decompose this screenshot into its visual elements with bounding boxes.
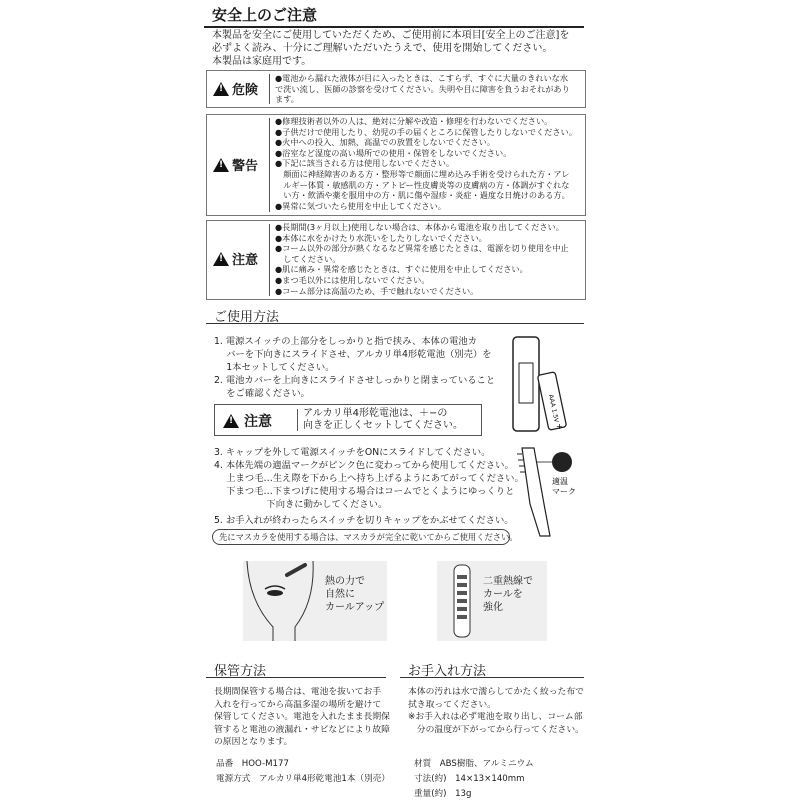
intro-text [212,29,592,68]
temp-mark-label: 適温 [552,477,568,486]
section-divider [206,677,386,678]
step-line: 下向きに動かしてください。 [214,499,388,510]
text-line: 管すると電池の液漏れ・サビなどにより故障 [214,724,390,735]
text-line: 分の温度が下がってから行ってください。 [408,724,584,735]
list-item: ●コーム以外の部分が熱くなるなど異常を感じたときは、電源を切り使用を中止 [275,243,569,254]
danger-label-text: 危険 [232,83,259,98]
list-item: ●子供だけで使用したり、幼児の手の届くところに保管したりしないでください。 [275,126,577,137]
feature-illustration-heater [437,561,547,641]
storage-text [214,686,394,749]
text-line: ※お手入れは必ず電池を取り出し、コーム部 [408,712,583,722]
usage-steps-1 [214,335,504,400]
step-line: 2. 電池カバーを上向きにスライドさせしっかりと閉まっていること [214,375,496,386]
warning-triangle-icon [213,82,229,96]
feature-line: 自然に [325,589,355,600]
feature-line: 強化 [483,602,503,613]
step-line: 上まつ毛…生え際を下から上へ持ち上げるようにあてがってください。 [214,473,524,484]
caution-line: 向きを正しくセットしてください。 [303,420,463,431]
caution-label-text: 注意 [232,253,259,268]
list-item: してください。 [275,253,341,264]
divider [269,224,270,296]
step-line: 5. お手入れが終わったらスイッチを切りキャップをかぶせてください。 [214,515,514,526]
temp-mark-label: マーク [552,487,576,496]
care-text [408,686,588,736]
step-line: 下まつ毛…下まつげに使用する場合はコームでとくようにゆっくりと [214,486,515,497]
text-line: 保管してください。電池を入れたまま長期保 [214,712,390,722]
list-item: ルギー体質・敏感肌の方・アトピー性皮膚炎等の皮膚病の方・体調がすぐれな [275,179,570,190]
warning-box [206,114,586,216]
list-item: ●コーム部分は高温のため、手で触れないでください。 [275,285,479,296]
spec-line: 品番 HOO-M177 [216,759,289,769]
step-line: 4. 本体先端の適温マークがピンク色に変わってから使用してください。 [214,460,514,471]
section-divider [400,677,584,678]
list-item: ●電池から漏れた液体が目に入ったときは、こすらず、すぐに大量のきれいな水 [275,73,569,83]
mascara-note: 先にマスカラを使用する場合は、マスカラが完全に乾いてからご使用ください。 [212,529,510,545]
spec-line: 電源方式 アルカリ単4形乾電池1本（別売） [216,774,390,784]
text-line: 長期間保管する場合は、電池を抜いてお手 [214,687,382,697]
text-line: 入れを行ってから高温多湿の場所を避けて [214,699,382,710]
step-line: 1. 電源スイッチの上部分をしっかりと指で挟み、本体の電池カ [214,336,478,347]
spec-line: 寸法(約) 14×13×140mm [414,774,525,784]
list-item: ●火中への投入、加熱、高温での放置をしないでください。 [275,137,496,148]
step-line: 1本セットしてください。 [214,362,335,373]
divider [269,118,270,212]
comb-tip-illustration [514,444,584,540]
page-title: 安全上のご注意 [212,6,318,24]
care-heading: お手入れ方法 [408,664,487,679]
spec-line: 重量(約) 13g [414,789,472,799]
step-line: 3. キャップを外して電源スイッチをONにスライドしてください。 [214,447,491,458]
battery-caution-box [214,404,482,436]
warning-label-text: 警告 [232,159,259,174]
list-item: ●下記に該当される方は使用しないでください。 [275,158,455,169]
warning-triangle-icon [213,158,229,172]
feature-illustration-face [243,561,387,641]
section-divider [206,323,584,324]
feature-line: 熱の力で [325,576,365,587]
caution-list [275,222,581,296]
specs-right [414,757,534,802]
warning-triangle-icon [213,252,229,266]
heater-coil-icon [447,563,477,639]
list-item: ます。 [275,94,299,105]
feature-line: 二重熱線で [483,576,533,587]
list-item: ●異常に気づいたら使用を中止してください。 [275,200,446,211]
divider [269,74,270,104]
feature-line: カールを [483,589,523,600]
danger-label [213,79,258,98]
text-line: の原因となります。 [214,737,293,747]
list-item: 顔面に神経障害のある方・整形等で顔面に埋め込み手術を受けられた方・アレ [275,168,570,179]
battery-caution-label [223,411,272,431]
warning-list [275,116,581,211]
battery-label: AAA 1.5V [547,393,560,424]
danger-list [275,73,581,105]
divider [297,409,298,431]
caution-line: アルカリ単4形乾電池は、＋−の [303,408,448,419]
usage-heading: ご使用方法 [214,310,280,325]
plus-sign: + [556,422,563,431]
temperature-mark-icon [552,452,572,472]
battery-caution-label-text: 注意 [244,414,272,430]
list-item: ●浴室など湿度の高い場所での使用・保管をしないでください。 [275,147,512,158]
feature1-text [325,575,384,614]
danger-box [206,70,586,108]
list-item: で洗い流し、医師の診察を受けてください。失明や目に障害を負うおそれがあり [275,83,570,94]
warning-label [213,155,258,174]
step-line: をご確認ください。 [214,388,310,399]
intro-line: 本製品は家庭用です。 [212,56,312,67]
list-item: ●本体に水をかけたり水洗いをしたりしないでください。 [275,232,487,243]
text-line: 拭き取ってください。 [408,699,496,710]
list-item: ●まつ毛以外には使用しないでください。 [275,274,430,285]
text-line: 本体の汚れは水で濡らしてかたく絞った布で [408,687,584,697]
storage-heading: 保管方法 [214,664,267,679]
list-item: ●長期間(3ヶ月以上)使用しない場合は、本体から電池を取り出してください。 [275,222,564,232]
warning-triangle-icon [223,414,239,428]
intro-line: 本製品を安全にご使用していただくため、ご使用前に本項目[安全上のご注意]を [212,30,570,41]
specs-left [216,757,390,787]
feature2-text [483,575,533,614]
caution-label [213,249,258,268]
battery-caution-text [303,408,463,432]
list-item: ●肌に痛み・異常を感じたときは、すぐに使用を中止してください。 [275,264,528,275]
spec-line: 材質 ABS樹脂、アルミニウム [414,759,534,769]
list-item: ●修理技術者以外の人は、絶対に分解や改造・修理を行わないでください。 [275,116,553,126]
feature-line: カールアップ [325,602,385,613]
step-line: バーを下向きにスライドさせ、アルカリ単4形乾電池（別売）を [214,349,492,360]
intro-line: 必ずよく読み、十分にご理解いただいたうえで、使用を開始してください。 [212,43,553,54]
caution-box [206,220,586,300]
list-item: い方・飲酒や薬を服用中の方・肌に傷や湿疹・炎症・過度な日焼けのある方。 [275,190,570,201]
battery-insertion-illustration [505,333,585,435]
usage-steps-2 [214,446,524,527]
